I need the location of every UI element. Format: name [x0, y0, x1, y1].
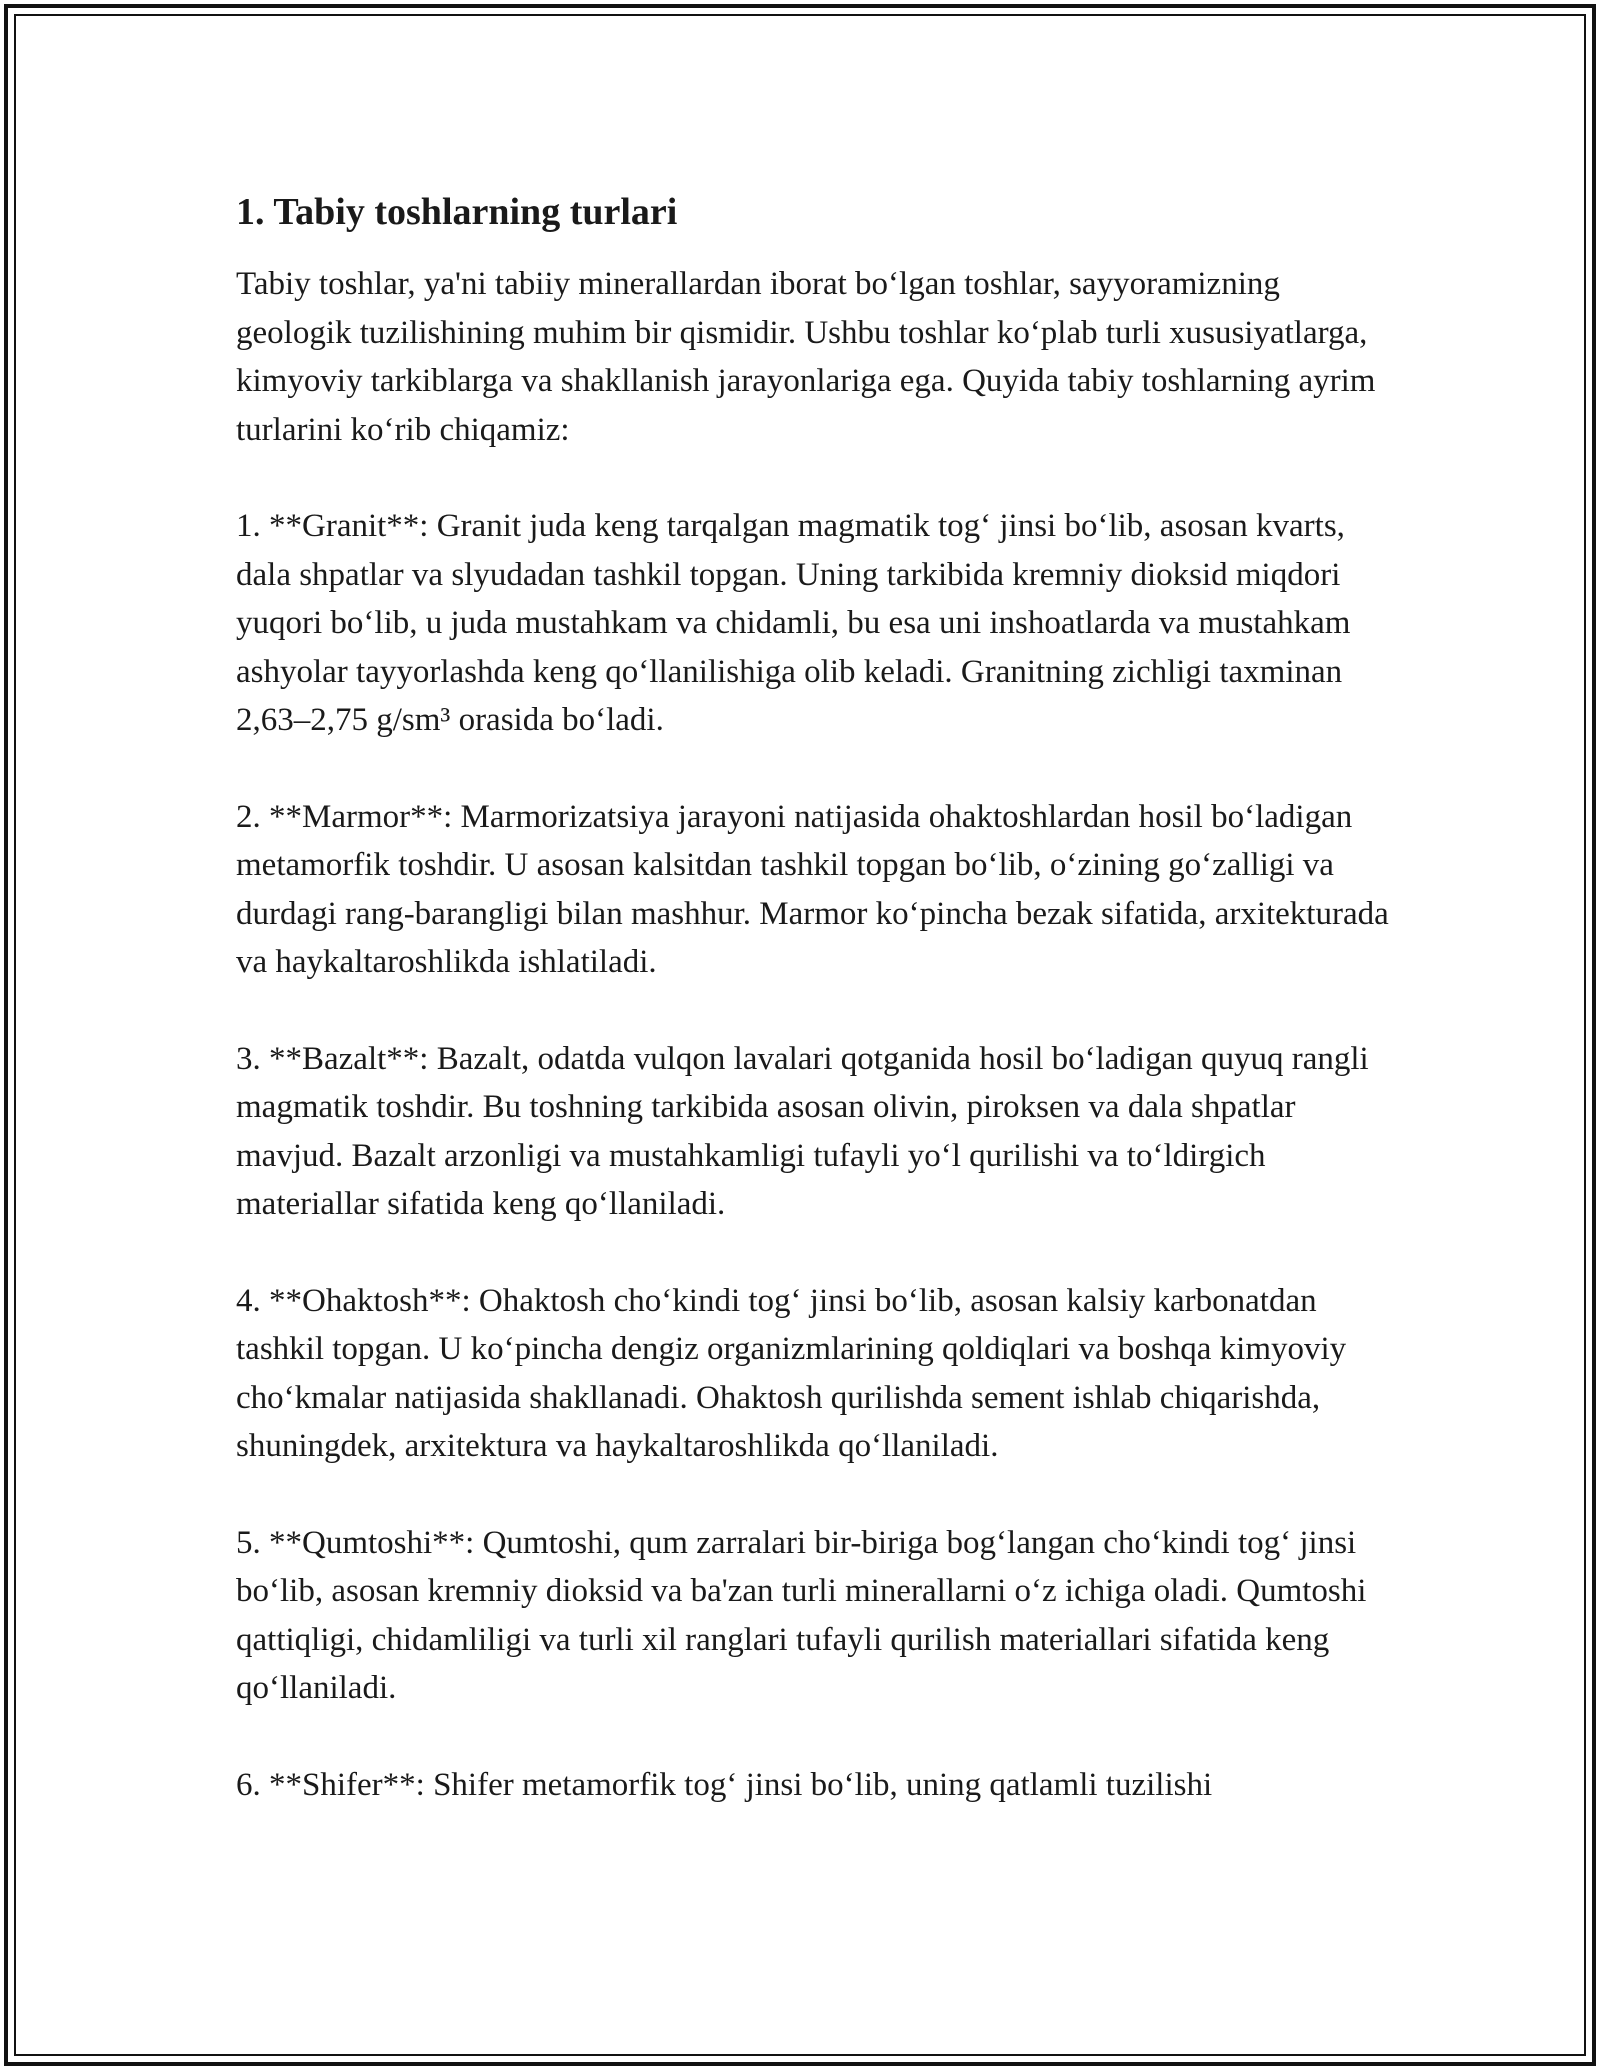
section-heading: 1. Tabiy toshlarning turlari — [236, 191, 678, 233]
item-shifer: 6. **Shifer**: Shifer metamorfik tog‘ jinsi bo‘lib, uning qatlamli tuzilishi — [236, 1766, 1213, 1803]
item-ohaktosh: 4. **Ohaktosh**: Ohaktosh cho‘kindi tog‘ jinsi bo‘lib, asosan kalsiy karbonatdan tashkil topgan. U ko‘pincha dengiz organizmlarining qoldiqlari va boshqa kimyoviy cho‘kmalar natijasida shakllanadi. Ohaktosh qurilishda sement ishlab chiqarishda, shuningdek, arxitektura va haykaltaroshlikda qo‘llaniladi. — [236, 1282, 1347, 1464]
intro-paragraph: Tabiy toshlar, ya'ni tabiiy minerallardan iborat bo‘lgan toshlar, sayyoramizning geologik tuzilishining muhim bir qismidir. Ushbu toshlar ko‘plab turli xususiyatlarga, kimyoviy tarkiblarga va shakllanish jarayonlariga ega. Quyida tabiy toshlarning ayrim turlarini ko‘rib chiqamiz: — [236, 266, 1376, 448]
document-body — [236, 186, 1396, 1857]
item-qumtoshi: 5. **Qumtoshi**: Qumtoshi, qum zarralari bir-biriga bog‘langan cho‘kindi tog‘ jinsi bo‘lib, asosan kremniy dioksid va ba'zan turli minerallarni o‘z ichiga oladi. Qumtoshi qattiqligi, chidamliligi va turli xil ranglari tufayli qurilish materiallari sifatida keng qo‘llaniladi. — [236, 1524, 1367, 1706]
item-granit: 1. **Granit**: Granit juda keng tarqalgan magmatik tog‘ jinsi bo‘lib, asosan kvarts, dala shpatlar va slyudadan tashkil topgan. Uning tarkibida kremniy dioksid miqdori yuqori bo‘lib, u juda mustahkam va chidamli, bu esa uni inshoatlarda va mustahkam ashyolar tayyorlashda keng qo‘llanilishiga olib keladi. Granitning zichligi taxminan 2,63–2,75 g/sm³ orasida bo‘ladi. — [236, 508, 1351, 738]
item-bazalt: 3. **Bazalt**: Bazalt, odatda vulqon lavalari qotganida hosil bo‘ladigan quyuq rangli magmatik toshdir. Bu toshning tarkibida asosan olivin, piroksen va dala shpatlar mavjud. Bazalt arzonligi va mustahkamligi tufayli yo‘l qurilishi va to‘ldirgich materiallar sifatida keng qo‘llaniladi. — [236, 1040, 1369, 1222]
item-marmor: 2. **Marmor**: Marmorizatsiya jarayoni natijasida ohaktoshlardan hosil bo‘ladigan metamorfik toshdir. U asosan kalsitdan tashkil topgan bo‘lib, o‘zining go‘zalligi va durdagi rang-barangligi bilan mashhur. Marmor ko‘pincha bezak sifatida, arxitekturada va haykaltaroshlikda ishlatiladi. — [236, 798, 1389, 980]
